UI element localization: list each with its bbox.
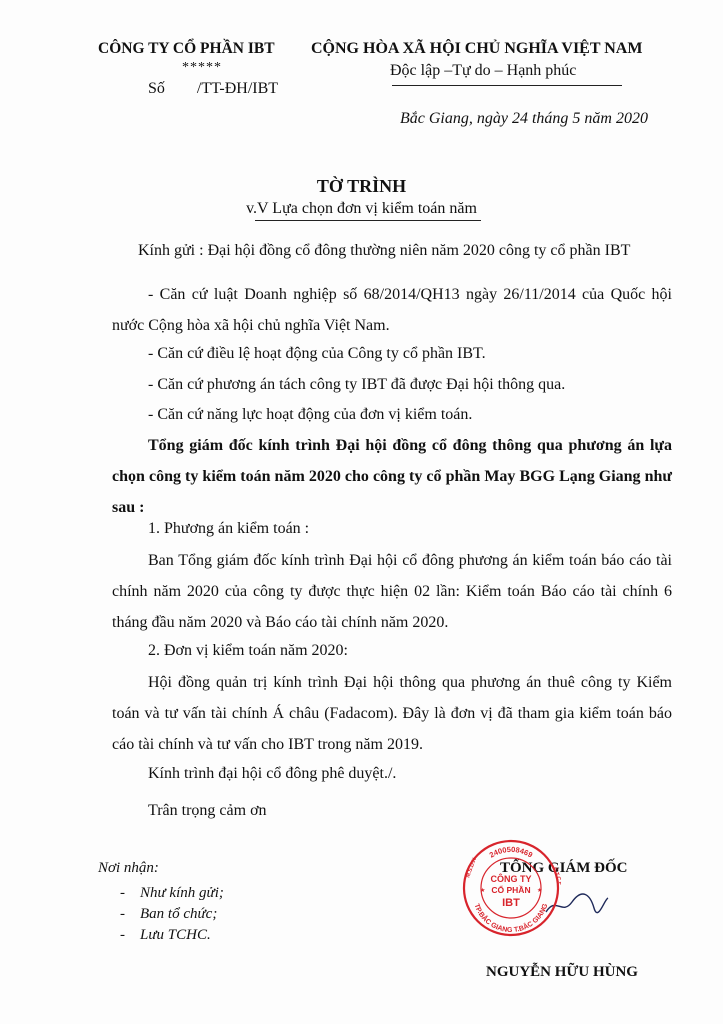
header-stars: ***** bbox=[182, 60, 222, 75]
basis-item-2: - Căn cứ điều lệ hoạt động của Công ty cổ phần IBT. bbox=[148, 345, 486, 362]
recipients-label: Nơi nhận: bbox=[98, 860, 159, 876]
motto-underline bbox=[392, 85, 622, 86]
section-1-text: Ban Tổng giám đốc kính trình Đại hội cổ đông phương án kiểm toán báo cáo tài chính năm 2020 của công ty được thực hiện 02 lần: Kiểm toán Báo cáo tài chính 6 tháng đầu năm 2020 và Báo cáo tài chính năm 2020. bbox=[112, 552, 672, 631]
recipients-item-1: - Như kính gửi; bbox=[120, 885, 224, 901]
document-title: TỜ TRÌNH bbox=[316, 176, 407, 196]
proposal-paragraph: Tổng giám đốc kính trình Đại hội đồng cổ đông thông qua phương án lựa chọn công ty kiểm toán năm 2020 cho công ty cổ phần May BGG Lạng Giang như sau : bbox=[112, 437, 672, 516]
recipients-item-2: - Ban tổ chức; bbox=[120, 906, 218, 922]
seal-ctcp: C.T.C.P bbox=[551, 866, 561, 887]
seal-tax-code: 2400508469 bbox=[487, 844, 535, 860]
section-2-heading: 2. Đơn vị kiểm toán năm 2020: bbox=[148, 642, 348, 659]
recipients-item-3: - Lưu TCHC. bbox=[120, 927, 211, 943]
section-1-heading: 1. Phương án kiểm toán : bbox=[148, 520, 310, 537]
basis-item-3: - Căn cứ phương án tách công ty IBT đã được Đại hội thông qua. bbox=[148, 376, 566, 393]
nation-title: CỘNG HÒA XÃ HỘI CHỦ NGHĨA VIỆT NAM bbox=[311, 40, 643, 57]
seal-line-3: IBT bbox=[502, 897, 520, 909]
seal-ring-bottom: TP.BẮC GIANG T.BẮC GIANG bbox=[472, 902, 550, 935]
subtitle-underline bbox=[255, 220, 481, 221]
thanks-line: Trân trọng cảm ơn bbox=[148, 802, 267, 819]
recipient-line: Kính gửi : Đại hội đồng cổ đông thường niên năm 2020 công ty cổ phần IBT bbox=[138, 242, 631, 259]
company-name: CÔNG TY CỔ PHẦN IBT bbox=[98, 40, 275, 57]
seal-star-left: ★ bbox=[480, 888, 486, 894]
national-motto: Độc lập –Tự do – Hạnh phúc bbox=[390, 62, 577, 79]
seal-msdn: M.S.D.N bbox=[465, 857, 478, 879]
document-number: Số /TT-ĐH/IBT bbox=[148, 80, 279, 97]
company-seal bbox=[461, 838, 561, 938]
seal-line-2: CỔ PHẦN bbox=[491, 885, 531, 895]
basis-item-1: - Căn cứ luật Doanh nghiệp số 68/2014/QH13 ngày 26/11/2014 của Quốc hội nước Cộng hòa xã hội chủ nghĩa Việt Nam. bbox=[112, 286, 672, 334]
approval-request: Kính trình đại hội cổ đông phê duyệt./. bbox=[148, 765, 397, 782]
svg-text:2400508469 bbox=[488, 845, 534, 860]
section-2-text: Hội đồng quản trị kính trình Đại hội thông qua phương án thuê công ty Kiểm toán và tư vấn tài chính Á châu (Fadacom). Đây là đơn vị đã tham gia kiểm toán báo cáo tài chính và tư vấn cho IBT trong năm 2019. bbox=[112, 674, 672, 753]
signature-role: TỔNG GIÁM ĐỐC bbox=[500, 860, 628, 876]
signer-name: NGUYỄN HỮU HÙNG bbox=[486, 964, 638, 980]
seal-line-1: CÔNG TY bbox=[490, 874, 532, 884]
basis-item-4: - Căn cứ năng lực hoạt động của đơn vị kiểm toán. bbox=[148, 406, 473, 423]
document-subtitle: v.V Lựa chọn đơn vị kiểm toán năm bbox=[246, 200, 477, 217]
seal-star-right: ★ bbox=[537, 888, 543, 894]
place-date: Bắc Giang, ngày 24 tháng 5 năm 2020 bbox=[400, 110, 648, 127]
